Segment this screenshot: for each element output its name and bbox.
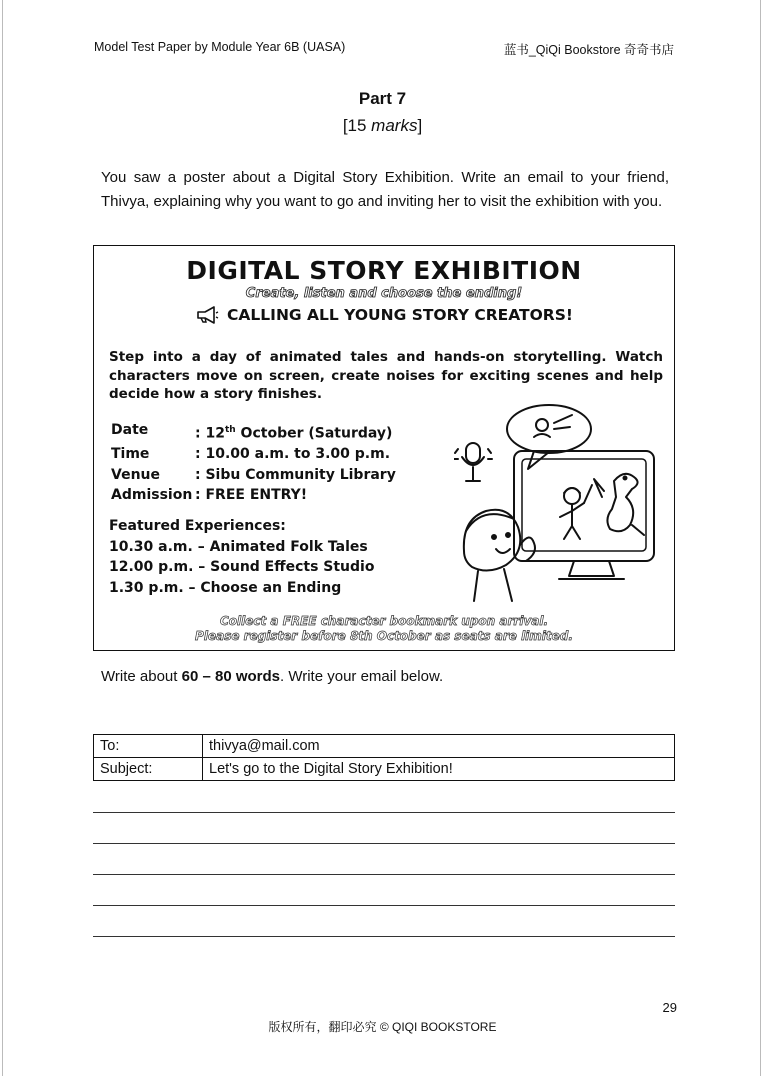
part-title: Part 7 [358, 89, 407, 108]
header-right: 蓝书_QiQi Bookstore 奇奇书店 [503, 43, 674, 57]
email-header-table [93, 734, 675, 781]
detail-value: : 12th October (Saturday) [195, 425, 393, 442]
exhibition-poster [93, 245, 675, 651]
email-subject-value[interactable]: Let's go to the Digital Story Exhibition! [203, 758, 675, 781]
marks-suffix: ] [417, 116, 423, 135]
detail-value: : FREE ENTRY! [195, 487, 308, 504]
write-instruction [101, 668, 443, 685]
poster-footer-line: Collect a FREE character bookmark upon arrival. [219, 614, 549, 628]
poster-intro: Step into a day of animated tales and hands-on storytelling. Watch characters move on screen, create noises for exciting scenes and help decide how a story finishes. [109, 349, 663, 402]
detail-label: Time [111, 446, 150, 463]
write-instruction-after: . Write your email below. [280, 668, 444, 685]
task-instruction: You saw a poster about a Digital Story Exhibition. Write an email to your friend, Thivya, explaining why you want to go and inviting her to visit the exhibition with you. [101, 169, 669, 210]
email-subject-label: Subject: [94, 758, 203, 781]
marks-prefix: [15 [342, 116, 372, 135]
poster-details [111, 420, 396, 506]
writing-line[interactable] [93, 936, 675, 937]
poster-subtitle: Create, listen and choose the ending! [245, 286, 523, 301]
featured-heading: Featured Experiences: [109, 518, 286, 534]
detail-date [111, 420, 396, 444]
email-to-value[interactable]: thivya@mail.com [203, 735, 675, 758]
write-instruction-before: Write about [101, 668, 182, 685]
featured-experiences [109, 516, 374, 598]
writing-line[interactable] [93, 874, 675, 875]
email-to-row [94, 735, 675, 758]
poster-footer-line: Please register before 8th October as seats are limited. [195, 628, 573, 643]
poster-call-text: CALLING ALL YOUNG STORY CREATORS! [227, 306, 573, 324]
featured-item: 1.30 p.m. – Choose an Ending [109, 579, 342, 596]
writing-line[interactable] [93, 843, 675, 844]
header-left: Model Test Paper by Module Year 6B (UASA) [94, 40, 346, 54]
writing-line[interactable] [93, 905, 675, 906]
poster-footer [94, 614, 674, 643]
detail-value: : Sibu Community Library [195, 466, 396, 483]
child-watching-screen-illustration [454, 401, 669, 606]
email-subject-row [94, 758, 675, 781]
featured-item: 12.00 p.m. – Sound Effects Studio [109, 559, 375, 575]
writing-line[interactable] [93, 812, 675, 813]
page-number: 29 [662, 1000, 677, 1015]
detail-label: Venue [111, 466, 160, 483]
marks-word: marks [371, 116, 418, 135]
megaphone-icon [195, 306, 219, 324]
poster-title: DIGITAL STORY EXHIBITION [186, 256, 582, 285]
detail-admission [111, 485, 396, 506]
part-marks [0, 116, 765, 136]
detail-venue [111, 465, 396, 486]
detail-label: Date [111, 422, 149, 438]
detail-time [111, 444, 396, 465]
detail-value: : 10.00 a.m. to 3.00 p.m. [195, 446, 391, 463]
copyright: 版权所有，翻印必究 © QIQI BOOKSTORE [268, 1020, 497, 1034]
featured-item: 10.30 a.m. – Animated Folk Tales [109, 538, 368, 555]
detail-label: Admission [111, 487, 193, 504]
email-to-label: To: [94, 735, 203, 758]
word-count: 60 – 80 words [181, 668, 280, 685]
poster-call [94, 306, 674, 324]
